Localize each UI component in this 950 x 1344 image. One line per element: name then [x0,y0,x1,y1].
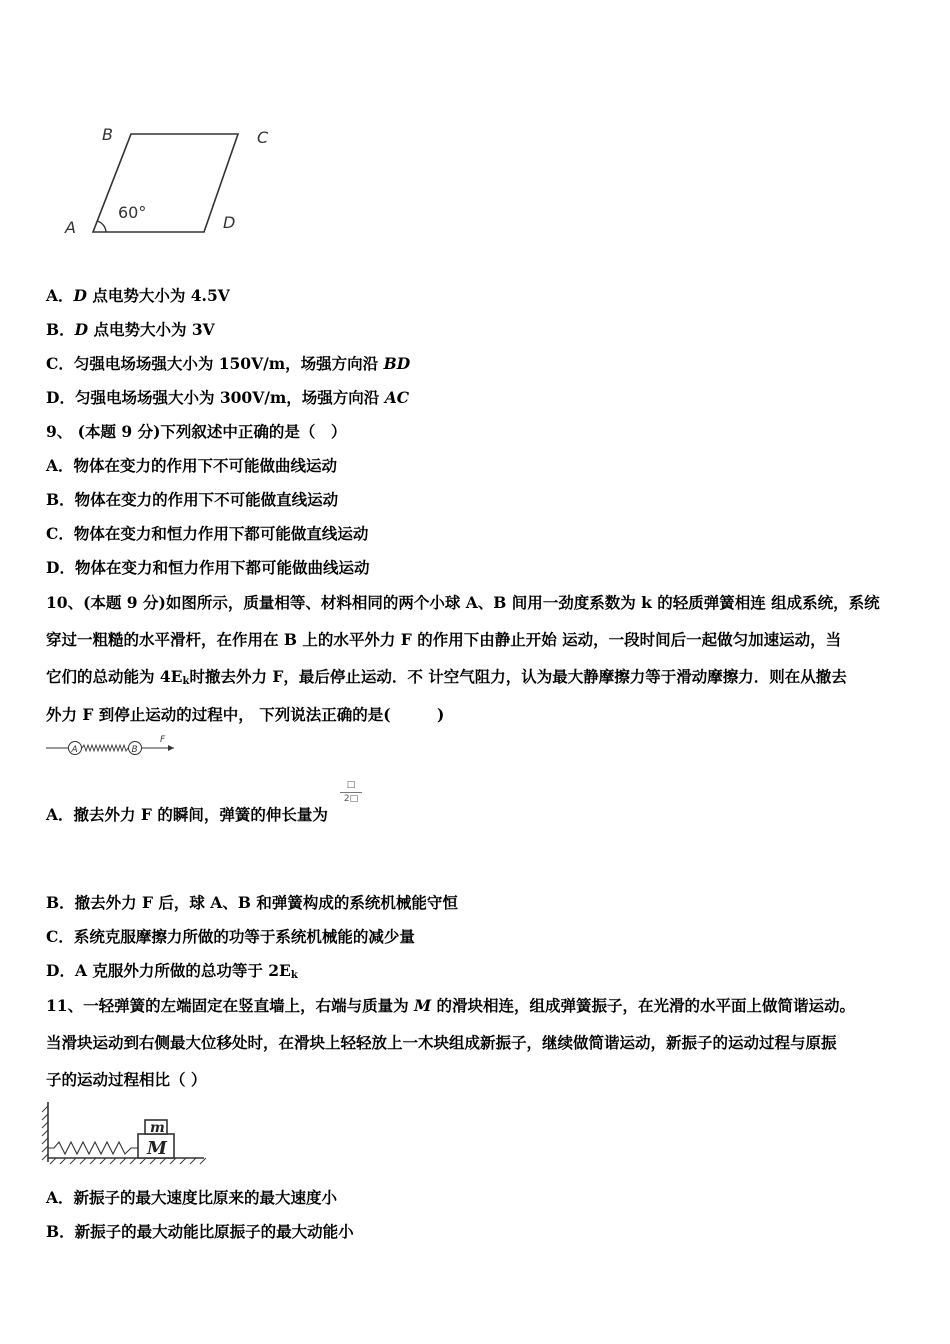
vertex-label-c: C [257,128,269,147]
fraction-numerator: □ [346,780,356,790]
ball-b-label: B [131,745,138,755]
vertex-label-a: A [65,218,76,237]
vertex-label-b: B [102,125,113,144]
q10-stem-line-4: 外力 F 到停止运动的过程中， 下列说法正确的是( ) [46,705,445,724]
q9-option-c: C．物体在变力和恒力作用下都可能做直线运动 [46,524,369,543]
q10-stem-line-3: 它们的总动能为 $4E_k$时撤去外力 F，最后停止运动．不 计空气阻力，认为最大静摩擦力等于滑动摩擦力．则在从撤去 [46,667,847,687]
force-f-label: F [160,735,166,745]
q10-option-c: C．系统克服摩擦力所做的功等于系统机械能的减少量 [46,927,415,946]
q11-stem-line-3: 子的运动过程相比（ ） [46,1070,207,1089]
q10-stem-line-1: 10、(本题 9 分)如图所示，质量相等、材料相同的两个小球 A、B 间用一劲度系数为 k 的轻质弹簧相连 组成系统，系统 [46,593,880,612]
fraction-denominator: 2□ [343,794,359,804]
vertex-label-d: D [223,213,236,232]
q10-option-b: B．撤去外力 F 后，球 A、B 和弹簧构成的系统机械能守恒 [46,893,458,912]
spring-oscillator-figure [42,1100,212,1172]
q11-option-a: A．新振子的最大速度比原来的最大速度小 [46,1188,338,1207]
q11-stem-line-2: 当滑块运动到右侧最大位移处时，在滑块上轻轻放上一木块组成新振子，继续做简谐运动，新振子的运动过程与原振 [46,1033,837,1052]
q11-option-b: B．新振子的最大动能比原振子的最大动能小 [46,1222,354,1241]
parallelogram-figure [60,118,280,248]
q10-option-d: D．A 克服外力所做的总功等于 $2E_k$ [46,961,298,981]
ball-a-label: A [71,745,78,755]
q8-option-d: D．匀强电场场强大小为 300V/m，场强方向沿 AC [46,388,410,407]
q11-stem-line-1: 11、一轻弹簧的左端固定在竖直墙上，右端与质量为 M 的滑块相连，组成弹簧振子，在光滑的水平面上做简谐运动。 [46,996,856,1015]
q8-option-c: C．匀强电场场强大小为 150V/m，场强方向沿 BD [46,354,411,373]
q8-option-b: B．D 点电势大小为 3V [46,320,215,339]
q8-option-a: A．D 点电势大小为 4.5V [46,286,230,305]
q9-stem: 9、 (本题 9 分)下列叙述中正确的是（ ） [46,422,347,441]
q10-option-a: A．撤去外力 F 的瞬间，弹簧的伸长量为 [46,805,328,824]
q9-option-b: B．物体在变力的作用下不可能做直线运动 [46,490,339,509]
spring-balls-figure [46,736,186,760]
spring-extension-fraction [340,780,362,805]
angle-label: 60° [118,203,147,222]
q9-option-a: A．物体在变力的作用下不可能做曲线运动 [46,456,338,475]
q9-option-d: D．物体在变力和恒力作用下都可能做曲线运动 [46,558,370,577]
block-small-label: m [150,1120,165,1136]
q10-stem-line-2: 穿过一粗糙的水平滑杆，在作用在 B 上的水平外力 F 的作用下由静止开始 运动，一段时间后一起做匀加速运动，当 [46,630,842,649]
block-big-label: M [147,1138,167,1159]
